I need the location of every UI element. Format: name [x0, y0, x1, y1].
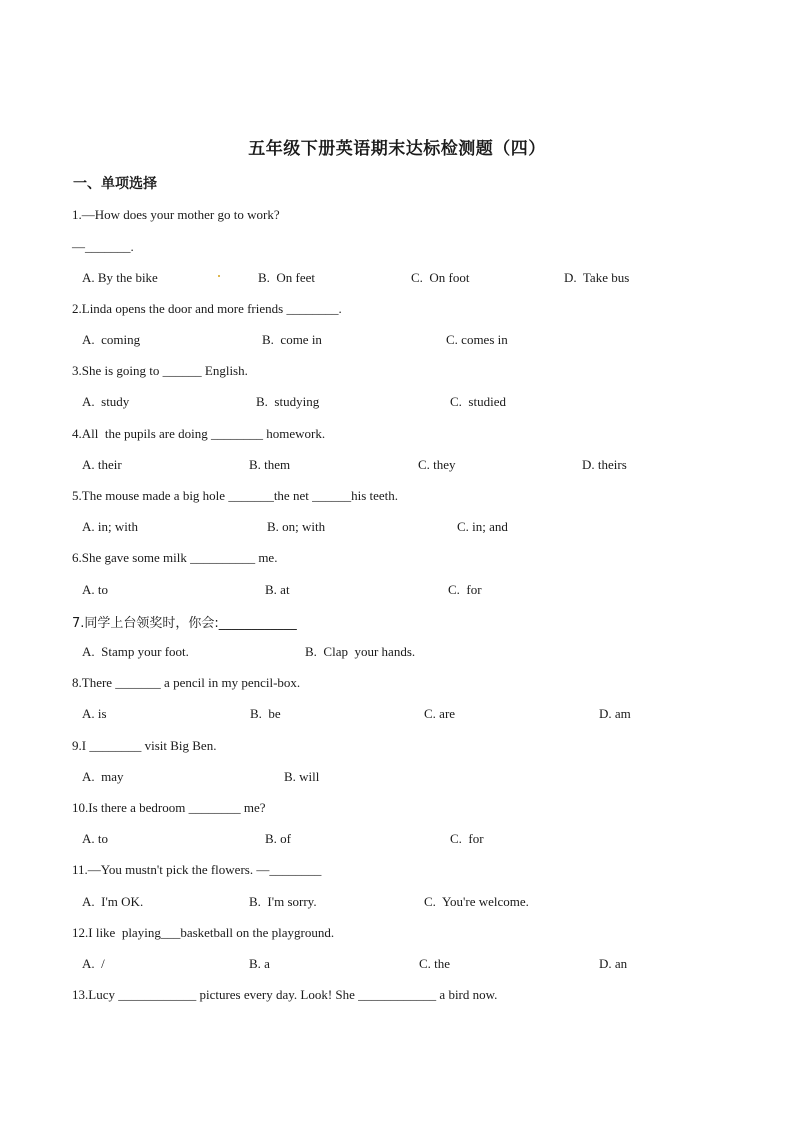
option-c: C. the: [419, 956, 451, 971]
option-a: A. their: [82, 457, 122, 472]
question-stem: 3.She is going to ______ English.: [72, 363, 248, 378]
option-b: B. a: [249, 956, 270, 971]
option-a: A. /: [82, 956, 105, 971]
question-stem: 11.—You mustn't pick the flowers. —________: [72, 862, 322, 877]
option-a: A. By the bike: [82, 270, 158, 285]
option-c: C. in; and: [457, 519, 508, 534]
option-a: A. to: [82, 582, 108, 597]
option-a: A. to: [82, 831, 108, 846]
option-b: B. at: [265, 582, 290, 597]
option-b: B. come in: [262, 332, 322, 347]
option-b: B. will: [284, 769, 320, 784]
question-stem: 13.Lucy ____________ pictures every day. Look! She ____________ a bird now.: [72, 987, 498, 1002]
question-stem: 2.Linda opens the door and more friends ________.: [72, 301, 342, 316]
option-b: B. Clap your hands.: [305, 644, 416, 659]
option-b: B. studying: [256, 394, 320, 409]
option-c: C. for: [450, 831, 484, 846]
question-stem: 6.She gave some milk __________ me.: [72, 550, 278, 565]
option-c: C. studied: [450, 394, 506, 409]
option-c: C. for: [448, 582, 482, 597]
question-stem: 10.Is there a bedroom ________ me?: [72, 800, 266, 815]
option-a: A. may: [82, 769, 124, 784]
option-c: C. comes in: [446, 332, 508, 347]
question-stem: 8.There _______ a pencil in my pencil-box.: [72, 675, 301, 690]
option-a: A. Stamp your foot.: [82, 644, 189, 659]
option-c: C. You're welcome.: [424, 894, 529, 909]
option-d: D. an: [599, 956, 628, 971]
stray-dot: [218, 275, 220, 277]
question-stem: 9.I ________ visit Big Ben.: [72, 738, 217, 753]
section-heading: 一、单项选择: [73, 176, 157, 192]
option-a: A. study: [82, 394, 130, 409]
option-d: D. theirs: [582, 457, 627, 472]
option-a: A. in; with: [82, 519, 138, 534]
option-b: B. On feet: [258, 270, 316, 285]
option-b: B. of: [265, 831, 291, 846]
question-stem: 7.同学上台领奖时，你会:____________: [72, 616, 297, 631]
option-a: A. I'm OK.: [82, 894, 144, 909]
option-d: D. Take bus: [564, 270, 630, 285]
question-answer-line: —_______.: [72, 239, 134, 254]
option-c: C. are: [424, 706, 456, 721]
option-b: B. on; with: [267, 519, 326, 534]
option-a: A. coming: [82, 332, 141, 347]
option-d: D. am: [599, 706, 631, 721]
question-stem: 5.The mouse made a big hole _______the net ______his teeth.: [72, 488, 399, 503]
question-stem: 1.—How does your mother go to work?: [72, 207, 280, 222]
question-stem: 4.All the pupils are doing ________ homework.: [72, 426, 326, 441]
option-b: B. be: [250, 706, 281, 721]
option-a: A. is: [82, 706, 107, 721]
question-stem: 12.I like playing___basketball on the playground.: [72, 925, 335, 940]
page-title: 五年级下册英语期末达标检测题（四）: [248, 139, 546, 159]
option-c: C. On foot: [411, 270, 470, 285]
option-c: C. they: [418, 457, 456, 472]
option-b: B. I'm sorry.: [249, 894, 317, 909]
option-b: B. them: [249, 457, 291, 472]
